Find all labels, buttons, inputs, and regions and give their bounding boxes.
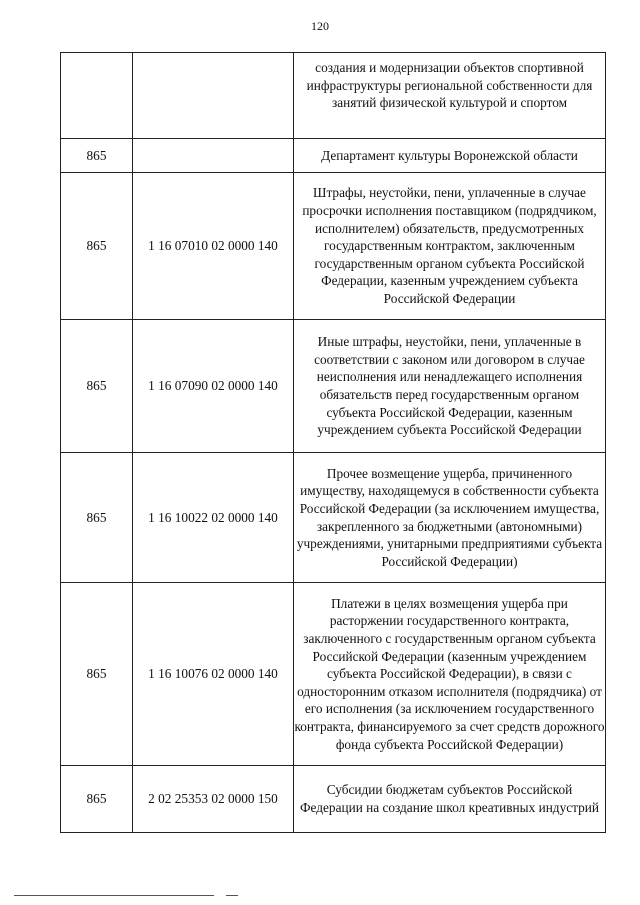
page-number: 120 [311, 19, 329, 33]
admin-code-cell: 865 [61, 320, 133, 453]
admin-code-cell: 865 [61, 583, 133, 766]
description-cell: Иные штрафы, неустойки, пени, уплаченные в соответствии с законом или договором в случае неисполнения или ненадлежащего исполнения обязательств перед государственным органом субъекта Российской Федерации, казенным учреждением субъекта Российской Федерации [294, 320, 606, 453]
table-row [61, 139, 606, 173]
table-row [61, 53, 606, 139]
kbk-code-cell [133, 53, 294, 139]
kbk-code-cell: 2 02 25353 02 0000 150 [133, 766, 294, 833]
kbk-code-cell: 1 16 07010 02 0000 140 [133, 173, 294, 320]
description-cell: создания и модернизации объектов спортивной инфраструктуры региональной собственности для занятий физической культурой и спортом [294, 53, 606, 139]
admin-code-cell: 865 [61, 173, 133, 320]
kbk-code-cell: 1 16 10076 02 0000 140 [133, 583, 294, 766]
kbk-code-cell: 1 16 07090 02 0000 140 [133, 320, 294, 453]
description-cell: Платежи в целях возмещения ущерба при расторжении государственного контракта, заключенного с государственным органом субъекта Российской Федерации (казенным учреждением субъекта Российской Федерации), в связи с односторонним отказом исполнителя (подрядчика) от его исполнения (за исключением государственного контракта, финансируемого за счет средств дорожного фонда субъекта Российской Федерации) [294, 583, 606, 766]
footer-rule [14, 895, 214, 896]
revenue-codes-table [60, 52, 606, 833]
admin-code-cell: 865 [61, 766, 133, 833]
table-row [61, 320, 606, 453]
description-cell: Прочее возмещение ущерба, причиненного имуществу, находящемуся в собственности субъекта Российской Федерации (за исключением имущества, закрепленного за бюджетными (автономными) учреждениями, унитарными предприятиями субъекта Российской Федерации) [294, 453, 606, 583]
description-cell: Департамент культуры Воронежской области [294, 139, 606, 173]
admin-code-cell: 865 [61, 453, 133, 583]
table-row [61, 173, 606, 320]
admin-code-cell: 865 [61, 139, 133, 173]
table-row [61, 453, 606, 583]
description-cell: Штрафы, неустойки, пени, уплаченные в случае просрочки исполнения поставщиком (подрядчиком, исполнителем) обязательств, предусмотренных государственным контрактом, заключенным государственным органом субъекта Российской Федерации, казенным учреждением субъекта Российской Федерации [294, 173, 606, 320]
footer-rule-short [226, 895, 238, 896]
description-cell: Субсидии бюджетам субъектов Российской Федерации на создание школ креативных индустрий [294, 766, 606, 833]
kbk-code-cell: 1 16 10022 02 0000 140 [133, 453, 294, 583]
kbk-code-cell [133, 139, 294, 173]
table-row [61, 583, 606, 766]
table-row [61, 766, 606, 833]
admin-code-cell [61, 53, 133, 139]
